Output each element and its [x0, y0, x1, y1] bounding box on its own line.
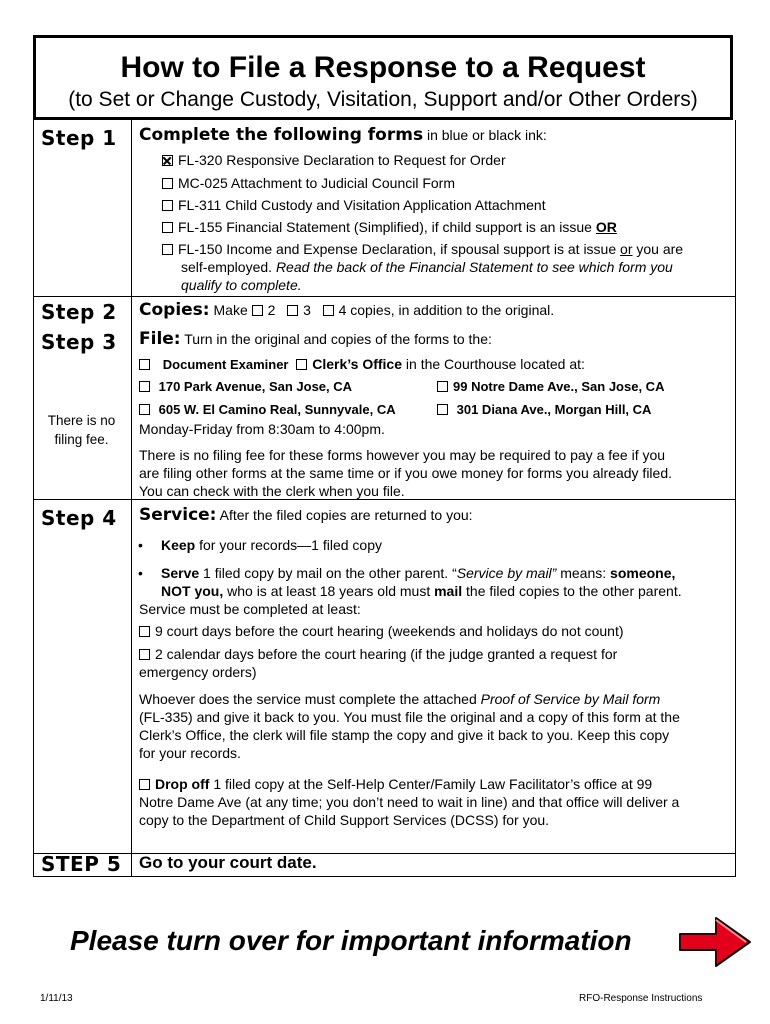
form-item: FL-150 Income and Expense Declaration, if spousal support is at issue or you are	[162, 240, 683, 258]
step1-heading: Complete the following forms in blue or black ink:	[139, 125, 547, 145]
checkbox-icon[interactable]	[162, 244, 173, 255]
file-location-type: Document Examiner Clerk’s Office in the Courthouse located at:	[139, 355, 585, 374]
drop-off-option: Drop off 1 filed copy at the Self-Help Center/Family Law Facilitator’s office at 99	[139, 775, 652, 793]
turn-over-notice: Please turn over for important information	[70, 925, 632, 956]
step2-label: Step 2	[41, 300, 117, 324]
service-deadline: Service must be completed at least:	[139, 601, 361, 617]
serve-item-cont: NOT you, who is at least 18 years old must mail the filed copies to the other parent.	[161, 583, 682, 599]
title-box	[33, 35, 733, 120]
deadline-option-cont: emergency orders)	[139, 664, 257, 680]
checkbox-icon[interactable]	[162, 222, 173, 233]
step1-label: Step 1	[41, 126, 117, 150]
footer-date: 1/11/13	[40, 993, 73, 1004]
page-subtitle: (to Set or Change Custody, Visitation, Support and/or Other Orders)	[68, 88, 698, 111]
footer-doc-id: RFO-Response Instructions	[579, 993, 703, 1004]
proof-of-service: for your records.	[139, 745, 241, 761]
form-item: MC-025 Attachment to Judicial Council Form	[162, 174, 455, 192]
form-item: FL-320 Responsive Declaration to Request for Order	[162, 151, 506, 169]
form-item-cont: qualify to complete.	[181, 277, 302, 293]
checkbox-icon[interactable]	[437, 404, 448, 415]
drop-off-cont: copy to the Department of Child Support Services (DCSS) for you.	[139, 812, 550, 828]
location-option: 605 W. El Camino Real, Sunnyvale, CA	[139, 401, 396, 419]
checkbox-icon[interactable]	[139, 626, 150, 637]
proof-of-service: Whoever does the service must complete the attached Proof of Service by Mail form	[139, 691, 661, 707]
serve-item: Serve 1 filed copy by mail on the other parent. “Service by mail” means: someone,	[161, 565, 676, 581]
checkbox-icon[interactable]	[139, 381, 150, 392]
checkbox-icon[interactable]	[252, 305, 263, 316]
bullet-icon: •	[138, 565, 143, 581]
proof-of-service: (FL-335) and give it back to you. You must file the original and a copy of this form at the	[139, 709, 680, 725]
deadline-option: 9 court days before the court hearing (weekends and holidays do not count)	[139, 622, 624, 640]
checkbox-icon[interactable]	[139, 779, 150, 790]
checkbox-icon[interactable]	[139, 649, 150, 660]
checkbox-icon[interactable]	[162, 178, 173, 189]
checkbox-icon[interactable]	[437, 381, 448, 392]
drop-off-cont: Notre Dame Ave (at any time; you don’t need to wait in line) and that office will deliver a	[139, 794, 680, 810]
step4-label: Step 4	[41, 506, 117, 530]
side-note: There is no filing fee.	[47, 413, 116, 447]
checkbox-icon[interactable]	[296, 359, 307, 370]
checkbox-icon[interactable]	[139, 404, 150, 415]
checkbox-icon[interactable]	[287, 305, 298, 316]
office-hours: Monday-Friday from 8:30am to 4:00pm.	[139, 421, 385, 437]
checkbox-icon[interactable]	[162, 200, 173, 211]
location-option: 301 Diana Ave., Morgan Hill, CA	[437, 401, 651, 419]
step5-label: STEP 5	[41, 852, 122, 876]
step5-text: Go to your court date.	[139, 853, 317, 872]
location-option: 170 Park Avenue, San Jose, CA	[139, 378, 352, 396]
page-title: How to File a Response to a Request	[120, 51, 646, 84]
step4-heading: Service: After the filed copies are returned to you:	[139, 505, 473, 525]
step3-heading: File: Turn in the original and copies of the forms to the:	[139, 329, 492, 349]
checkbox-icon[interactable]	[323, 305, 334, 316]
step3-label: Step 3	[41, 330, 117, 354]
column-divider	[131, 120, 132, 876]
checkbox-icon[interactable]	[162, 155, 173, 166]
deadline-option: 2 calendar days before the court hearing (if the judge granted a request for	[139, 645, 617, 663]
red-arrow-icon	[676, 910, 756, 970]
bullet-icon: •	[138, 537, 143, 553]
location-option: 99 Notre Dame Ave., San Jose, CA	[437, 378, 664, 396]
proof-of-service: Clerk’s Office, the clerk will file stamp the copy and give it back to you. Keep this copy	[139, 727, 670, 743]
fee-note: are filing other forms at the same time or if you owe money for forms you already filed.	[139, 465, 673, 481]
step2-copies: Copies: Make 2 3 4 copies, in addition to the original.	[139, 300, 555, 320]
fee-note: You can check with the clerk when you file.	[139, 483, 405, 499]
form-item: FL-155 Financial Statement (Simplified), if child support is an issue OR	[162, 218, 617, 236]
form-item: FL-311 Child Custody and Visitation Application Attachment	[162, 196, 546, 214]
checkbox-icon[interactable]	[139, 359, 150, 370]
fee-note: There is no filing fee for these forms however you may be required to pay a fee if you	[139, 447, 666, 463]
form-item-cont: self-employed. Read the back of the Financial Statement to see which form you	[181, 259, 673, 275]
keep-item: Keep for your records—1 filed copy	[161, 537, 382, 553]
row-divider	[34, 296, 735, 297]
